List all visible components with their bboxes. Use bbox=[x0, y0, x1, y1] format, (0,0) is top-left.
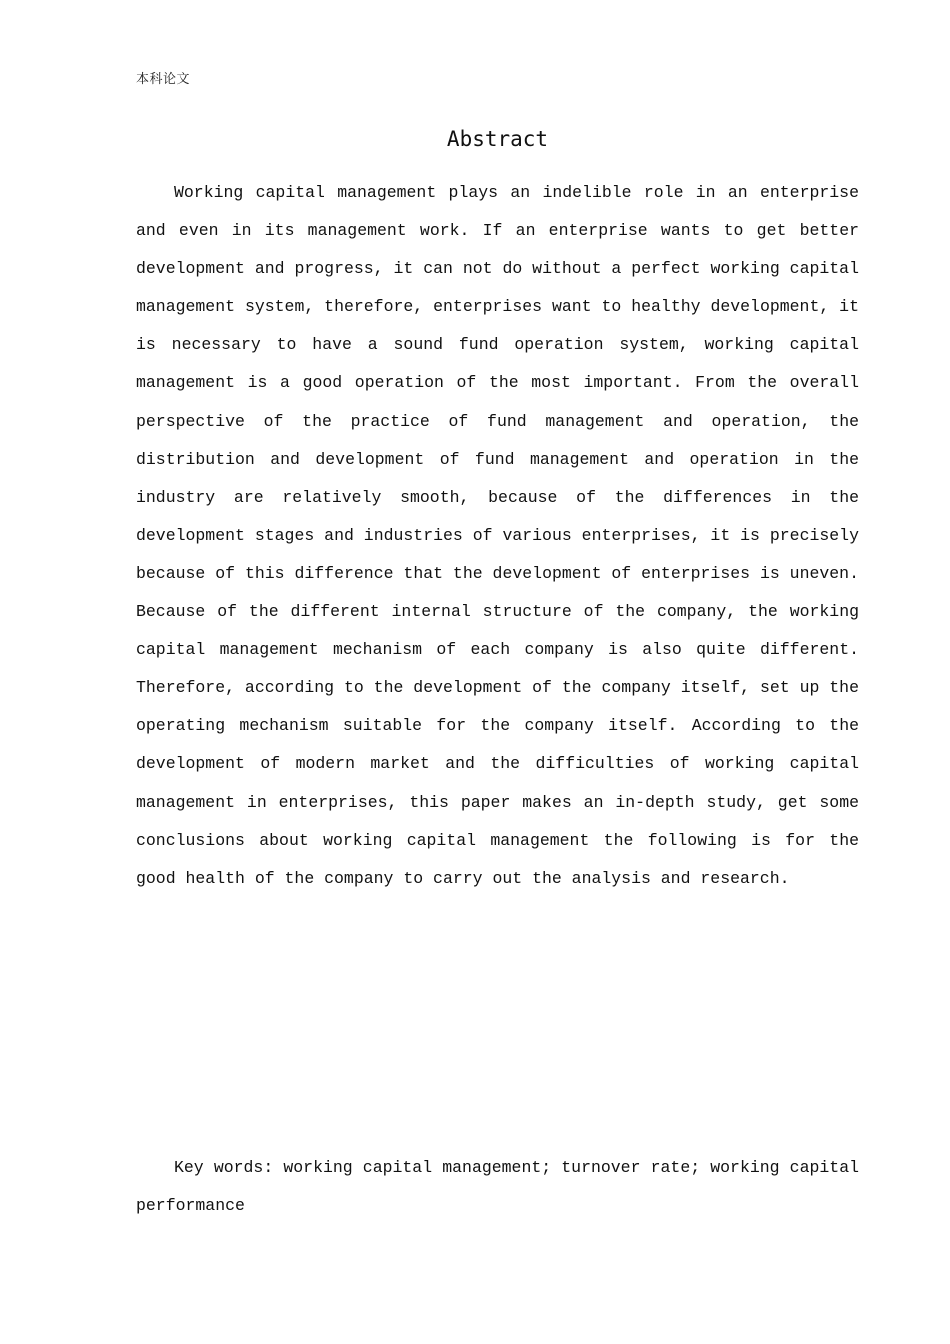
keywords-line: Key words: working capital management; turnover rate; working capital performance bbox=[136, 1158, 859, 1216]
running-header: 本科论文 bbox=[136, 72, 191, 87]
abstract-body: Working capital management plays an indelible role in an enterprise and even in its management work. If an enterprise wants to get better development and progress, it can not do without a perfect working capital management system, therefore, enterprises want to healthy development, it is necessary to have a sound fund operation system, working capital management is a good operation of the most important. From the overall perspective of the practice of fund management and operation, the distribution and development of fund management and operation in the industry are relatively smooth, because of the differences in the development stages and industries of various enterprises, it is precisely because of this difference that the development of enterprises is uneven. Because of the different internal structure of the company, the working capital management mechanism of each company is also quite different. Therefore, according to the development of the company itself, set up the operating mechanism suitable for the company itself. According to the development of modern market and the difficulties of working capital management in enterprises, this paper makes an in-depth study, get some conclusions about working capital management the following is for the good health of the company to carry out the analysis and research. bbox=[136, 183, 859, 888]
abstract-title: Abstract bbox=[446, 127, 549, 151]
